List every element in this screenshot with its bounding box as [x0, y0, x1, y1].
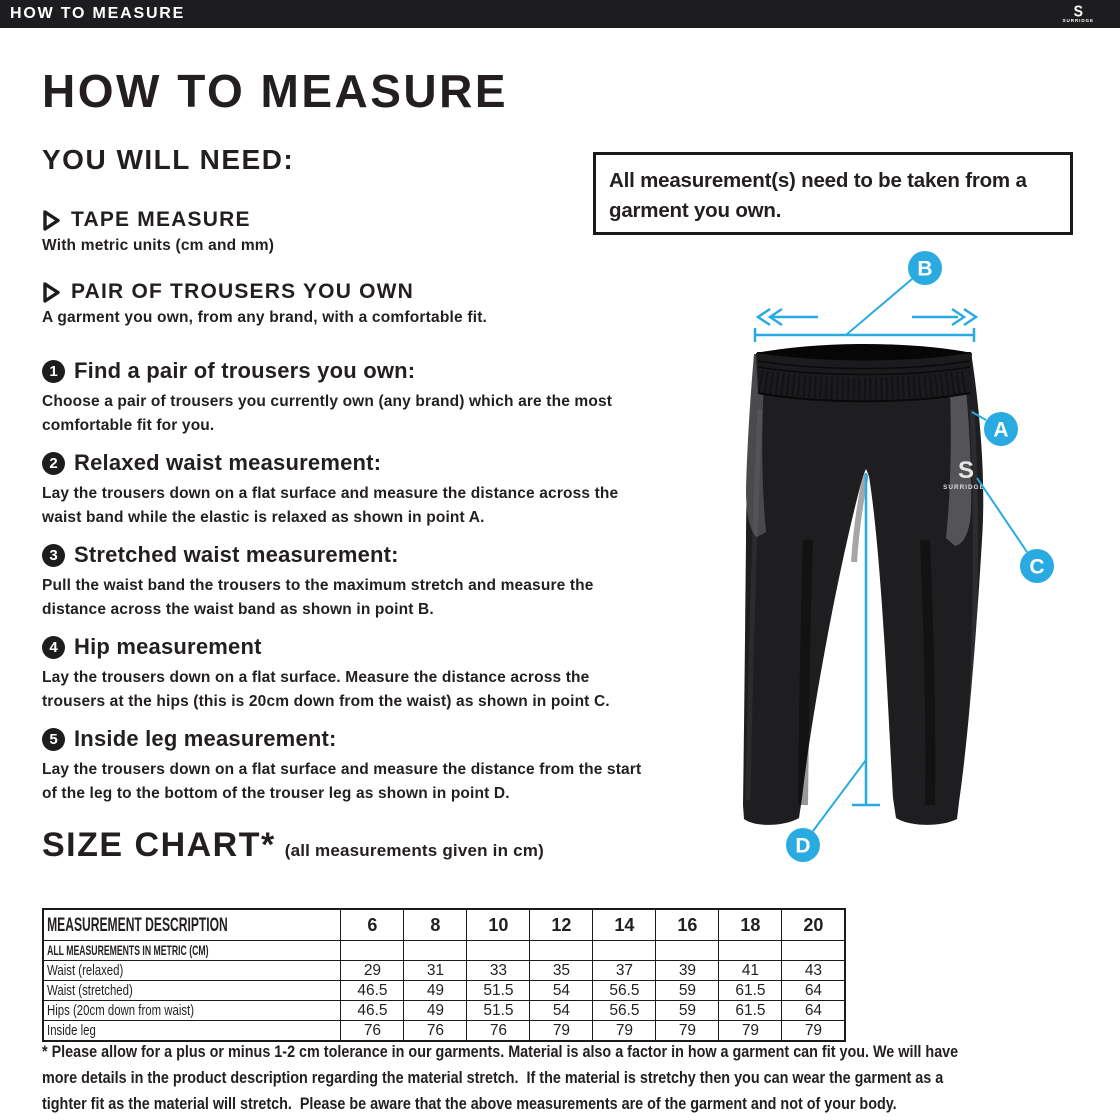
step-4	[42, 634, 654, 715]
disclaimer-line: more details in the product description regarding the material stretch. If the material is stretchy then you can wear the garment as a	[42, 1067, 944, 1087]
marker-d-label: D	[795, 834, 811, 858]
step-2	[42, 450, 654, 531]
cell-value: 37	[593, 961, 656, 981]
cell-value: 29	[341, 961, 404, 981]
cell-value: 35	[530, 961, 593, 981]
pointer-line-c	[977, 478, 1027, 552]
col-header-size: 8	[404, 909, 467, 941]
cell-value: 61.5	[719, 1001, 782, 1021]
cell-value: 61.5	[719, 981, 782, 1001]
table-header-row	[43, 909, 845, 941]
col-header-size: 10	[467, 909, 530, 941]
metric-note: ALL MEASUREMENTS IN METRIC (CM)	[47, 941, 209, 958]
col-header-size: 6	[341, 909, 404, 941]
cell-value: 49	[404, 981, 467, 1001]
col-header-description: MEASUREMENT DESCRIPTION	[47, 913, 228, 936]
disclaimer	[42, 1039, 1120, 1116]
cell-value: 41	[719, 961, 782, 981]
cell-value: 33	[467, 961, 530, 981]
cell-value: 76	[404, 1021, 467, 1042]
surridge-logo	[1062, 1, 1094, 24]
cell-value: 51.5	[467, 981, 530, 1001]
cell-value: 46.5	[341, 1001, 404, 1021]
disclaimer-line: * Please allow for a plus or minus 1-2 cm tolerance in our garments. Material is also a factor in how a garment can fit you. We will have	[42, 1042, 959, 1061]
step-body: Lay the trousers down on a flat surface and measure the distance across the waist band while the elastic is relaxed as shown in point A.	[42, 485, 619, 527]
cell-value: 54	[530, 1001, 593, 1021]
step-body: Choose a pair of trousers you currently own (any brand) which are the most comfortable fit for you.	[42, 393, 613, 435]
marker-b-label: B	[917, 257, 933, 281]
trousers-silhouette	[743, 352, 983, 825]
need-item-description: With metric units (cm and mm)	[42, 237, 275, 254]
step-heading: Relaxed waist measurement:	[74, 450, 382, 475]
step-body: Lay the trousers down on a flat surface. Measure the distance across the trousers at the hips (this is 20cm down from the waist) as shown in point C.	[42, 669, 610, 711]
col-header-size: 18	[719, 909, 782, 941]
cell-value: 31	[404, 961, 467, 981]
marker-a-label: A	[993, 418, 1009, 442]
marker-c-label: C	[1029, 555, 1045, 579]
step-body: Pull the waist band the trousers to the maximum stretch and measure the distance across the waist band as shown in point B.	[42, 577, 594, 619]
step-heading: Hip measurement	[74, 634, 262, 659]
step-1	[42, 358, 654, 439]
cell-value: 56.5	[593, 1001, 656, 1021]
step-3	[42, 542, 654, 623]
cell-value: 51.5	[467, 1001, 530, 1021]
top-bar-title: HOW TO MEASURE	[10, 5, 186, 22]
step-heading: Inside leg measurement:	[74, 726, 337, 751]
cell-value: 54	[530, 981, 593, 1001]
cell-value: 79	[719, 1021, 782, 1042]
need-item-trousers	[42, 280, 487, 327]
cell-value: 56.5	[593, 981, 656, 1001]
need-item-label: TAPE MEASURE	[71, 208, 251, 231]
disclaimer-line: tighter fit as the material will stretch. Please be aware that the above measurements are of the garment and not of your body.	[42, 1093, 897, 1113]
cell-value: 59	[656, 981, 719, 1001]
col-header-size: 20	[782, 909, 846, 941]
cell-value: 64	[782, 981, 846, 1001]
table-row-hips	[43, 1001, 845, 1021]
need-item-label: PAIR OF TROUSERS YOU OWN	[71, 280, 415, 303]
you-will-need-heading: YOU WILL NEED:	[42, 144, 295, 175]
cell-value: 79	[782, 1021, 846, 1042]
garment-s-mark-icon: S	[957, 457, 975, 484]
cell-value: 46.5	[341, 981, 404, 1001]
step-number-badge: 5	[42, 728, 65, 751]
step-5	[42, 726, 654, 807]
table-row-waist-relaxed	[43, 961, 845, 981]
col-header-size: 14	[593, 909, 656, 941]
size-chart-table	[42, 908, 846, 1042]
triangle-bullet-icon	[42, 281, 61, 304]
step-heading: Find a pair of trousers you own:	[74, 358, 416, 383]
garment-wordmark: SURRIDGE	[943, 484, 985, 491]
need-item-tape-measure	[42, 208, 274, 255]
step-number-badge: 3	[42, 544, 65, 567]
metric-note-row	[43, 941, 845, 961]
cell-value: 76	[467, 1021, 530, 1042]
col-header-size: 12	[530, 909, 593, 941]
need-item-description: A garment you own, from any brand, with a comfortable fit.	[42, 309, 488, 326]
cell-value: 39	[656, 961, 719, 981]
cell-value: 76	[341, 1021, 404, 1042]
size-chart-subheading: (all measurements given in cm)	[284, 841, 544, 860]
pointer-line-d	[813, 760, 866, 831]
step-number-badge: 2	[42, 452, 65, 475]
pointer-line-b	[846, 279, 912, 335]
table-row-waist-stretched	[43, 981, 845, 1001]
cell-value: 79	[593, 1021, 656, 1042]
cell-value: 79	[656, 1021, 719, 1042]
col-header-size: 16	[656, 909, 719, 941]
step-heading: Stretched waist measurement:	[74, 542, 399, 567]
row-label: Hips (20cm down from waist)	[47, 1001, 195, 1019]
row-label: Waist (stretched)	[47, 981, 133, 999]
cell-value: 49	[404, 1001, 467, 1021]
page-title: HOW TO MEASURE	[42, 65, 509, 117]
row-label: Inside leg	[47, 1021, 96, 1039]
trousers-measurement-diagram	[700, 240, 1120, 900]
size-chart-heading-row	[42, 826, 544, 865]
step-body: Lay the trousers down on a flat surface and measure the distance from the start of the leg to the bottom of the trouser leg as shown in point D.	[42, 761, 642, 803]
table-row-inside-leg	[43, 1021, 845, 1042]
shading	[803, 540, 808, 805]
cell-value: 79	[530, 1021, 593, 1042]
note-box	[593, 152, 1073, 235]
cell-value: 64	[782, 1001, 846, 1021]
triangle-bullet-icon	[42, 209, 61, 232]
step-number-badge: 4	[42, 636, 65, 659]
size-chart-heading: SIZE CHART*	[42, 826, 276, 864]
cell-value: 59	[656, 1001, 719, 1021]
surridge-wordmark: SURRIDGE	[1062, 18, 1094, 24]
cell-value: 43	[782, 961, 846, 981]
note-text: All measurement(s) need to be taken from a garment you own.	[609, 169, 1027, 222]
shading	[925, 540, 930, 805]
top-bar	[0, 0, 1120, 28]
row-label: Waist (relaxed)	[47, 961, 124, 979]
step-number-badge: 1	[42, 360, 65, 383]
surridge-s-mark-icon: S	[1073, 1, 1083, 21]
